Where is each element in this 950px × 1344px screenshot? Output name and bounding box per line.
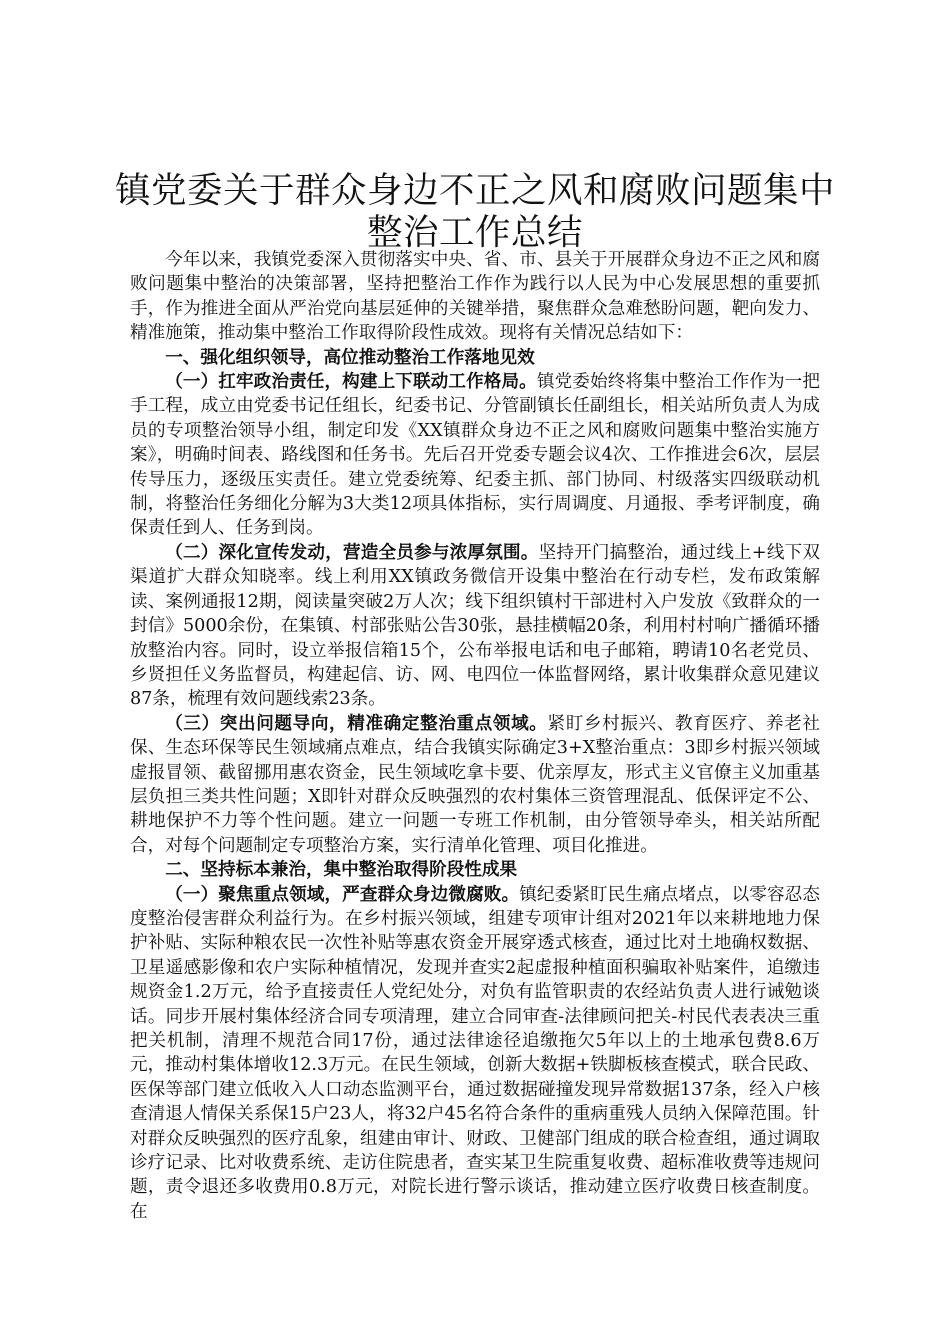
paragraph-text: 镇党委始终将集中整治工作作为一把手工程，成立由党委书记任组长，纪委书记、分管副镇长任副组长，相关站所负责人为成员的专项整治领导小组，制定印发《XX镇群众身边不正之风和腐败问题集中整治实施方案》，明确时间表、路线图和任务书。先后召开党委专题会议4次、工作推进会6次，层层传导压力，逐级压实责任。建立党委统筹、纪委主抓、部门协同、村级落实四级联动机制，将整治任务细化分解为3大类12项具体指标，实行周调度、月通报、季考评制度，确保责任到人、任务到岗。	[130, 372, 820, 539]
paragraph-lead: （二）深化宣传发动，营造全员参与浓厚氛围。	[165, 541, 539, 563]
body-paragraph	[130, 541, 820, 712]
body-paragraph	[130, 712, 820, 858]
paragraph-lead: （一）聚焦重点领域，严查群众身边微腐败。	[165, 883, 520, 905]
document-title: 镇党委关于群众身边不正之风和腐败问题集中整治工作总结	[114, 170, 835, 253]
paragraph-text: 坚持开门搞整治，通过线上+线下双渠道扩大群众知晓率。线上利用XX镇政务微信开设集中整治在行动专栏，发布政策解读、案例通报12期，阅读量突破2万人次；线下组织镇村干部进村入户发放《致群众的一封信》5000余份，在集镇、村部张贴公告30张，悬挂横幅20条，利用村村响广播循环播放整治内容。同时，设立举报信箱15个，公布举报电话和电子邮箱，聘请10名老党员、乡贤担任义务监督员，构建起信、访、网、电四位一体监督网络，累计收集群众意见建议87条，梳理有效问题线索23条。	[130, 542, 820, 710]
paragraph-lead: （三）突出问题导向，精准确定整治重点领域。	[165, 712, 548, 734]
intro-paragraph: 今年以来，我镇党委深入贯彻落实中央、省、市、县关于开展群众身边不正之风和腐败问题集中整治的决策部署，坚持把整治工作作为践行以人民为中心发展思想的重要抓手，作为推进全面从严治党向基层延伸的关键举措，聚焦群众急难愁盼问题，靶向发力、精准施策，推动集中整治工作取得阶段性成效。现将有关情况总结如下：	[130, 250, 820, 344]
paragraph-text: 镇纪委紧盯民生痛点堵点，以零容忍态度整治侵害群众利益行为。在乡村振兴领域，组建专项审计组对2021年以来耕地地力保护补贴、实际种粮农民一次性补贴等惠农资金开展穿透式核查，通过比对土地确权数据、卫星遥感影像和农户实际种植情况，发现并查实2起虚报种植面积骗取补贴案件，追缴违规资金1.2万元，给予直接责任人党纪处分，对负有监管职责的农经站负责人进行诫勉谈话。同步开展村集体经济合同专项清理，建立合同审查-法律顾问把关-村民代表表决三重把关机制，清理不规范合同17份，通过法律途径追缴拖欠5年以上的土地承包费8.6万元，推动村集体增收12.3万元。在民生领域，创新大数据+铁脚板核查模式，联合民政、医保等部门建立低收入人口动态监测平台，通过数据碰撞发现异常数据137条，经入户核查清退人情保关系保15户23人，将32户45名符合条件的重病重残人员纳入保障范围。针对群众反映强烈的医疗乱象，组建由审计、财政、卫健部门组成的联合检查组，通过调取诊疗记录、比对收费系统、走访住院患者，查实某卫生院重复收费、超标准收费等违规问题，责令退还多收费用0.8万元，对院长进行警示谈话，推动建立医疗收费日核查制度。在	[130, 884, 820, 1222]
body-paragraph	[130, 883, 820, 1225]
section-heading: 一、强化组织领导，高位推动整治工作落地见效	[165, 346, 535, 368]
document-body	[130, 248, 820, 1224]
body-paragraph	[130, 370, 820, 541]
paragraph-text: 紧盯乡村振兴、教育医疗、养老社保、生态环保等民生领域痛点难点，结合我镇实际确定3+X整治重点：3即乡村振兴领域虚报冒领、截留挪用惠农资金，民生领域吃拿卡要、优亲厚友，形式主义官僚主义加重基层负担三类共性问题；X即针对群众反映强烈的农村集体三资管理混乱、低保评定不公、耕地保护不力等个性问题。建立一问题一专班工作机制，由分管领导牵头，相关站所配合，对每个问题制定专项整治方案，实行清单化管理、项目化推进。	[130, 713, 820, 856]
paragraph-lead: （一）扛牢政治责任，构建上下联动工作格局。	[165, 371, 537, 393]
section-heading: 二、坚持标本兼治，集中整治取得阶段性成果	[165, 859, 518, 881]
